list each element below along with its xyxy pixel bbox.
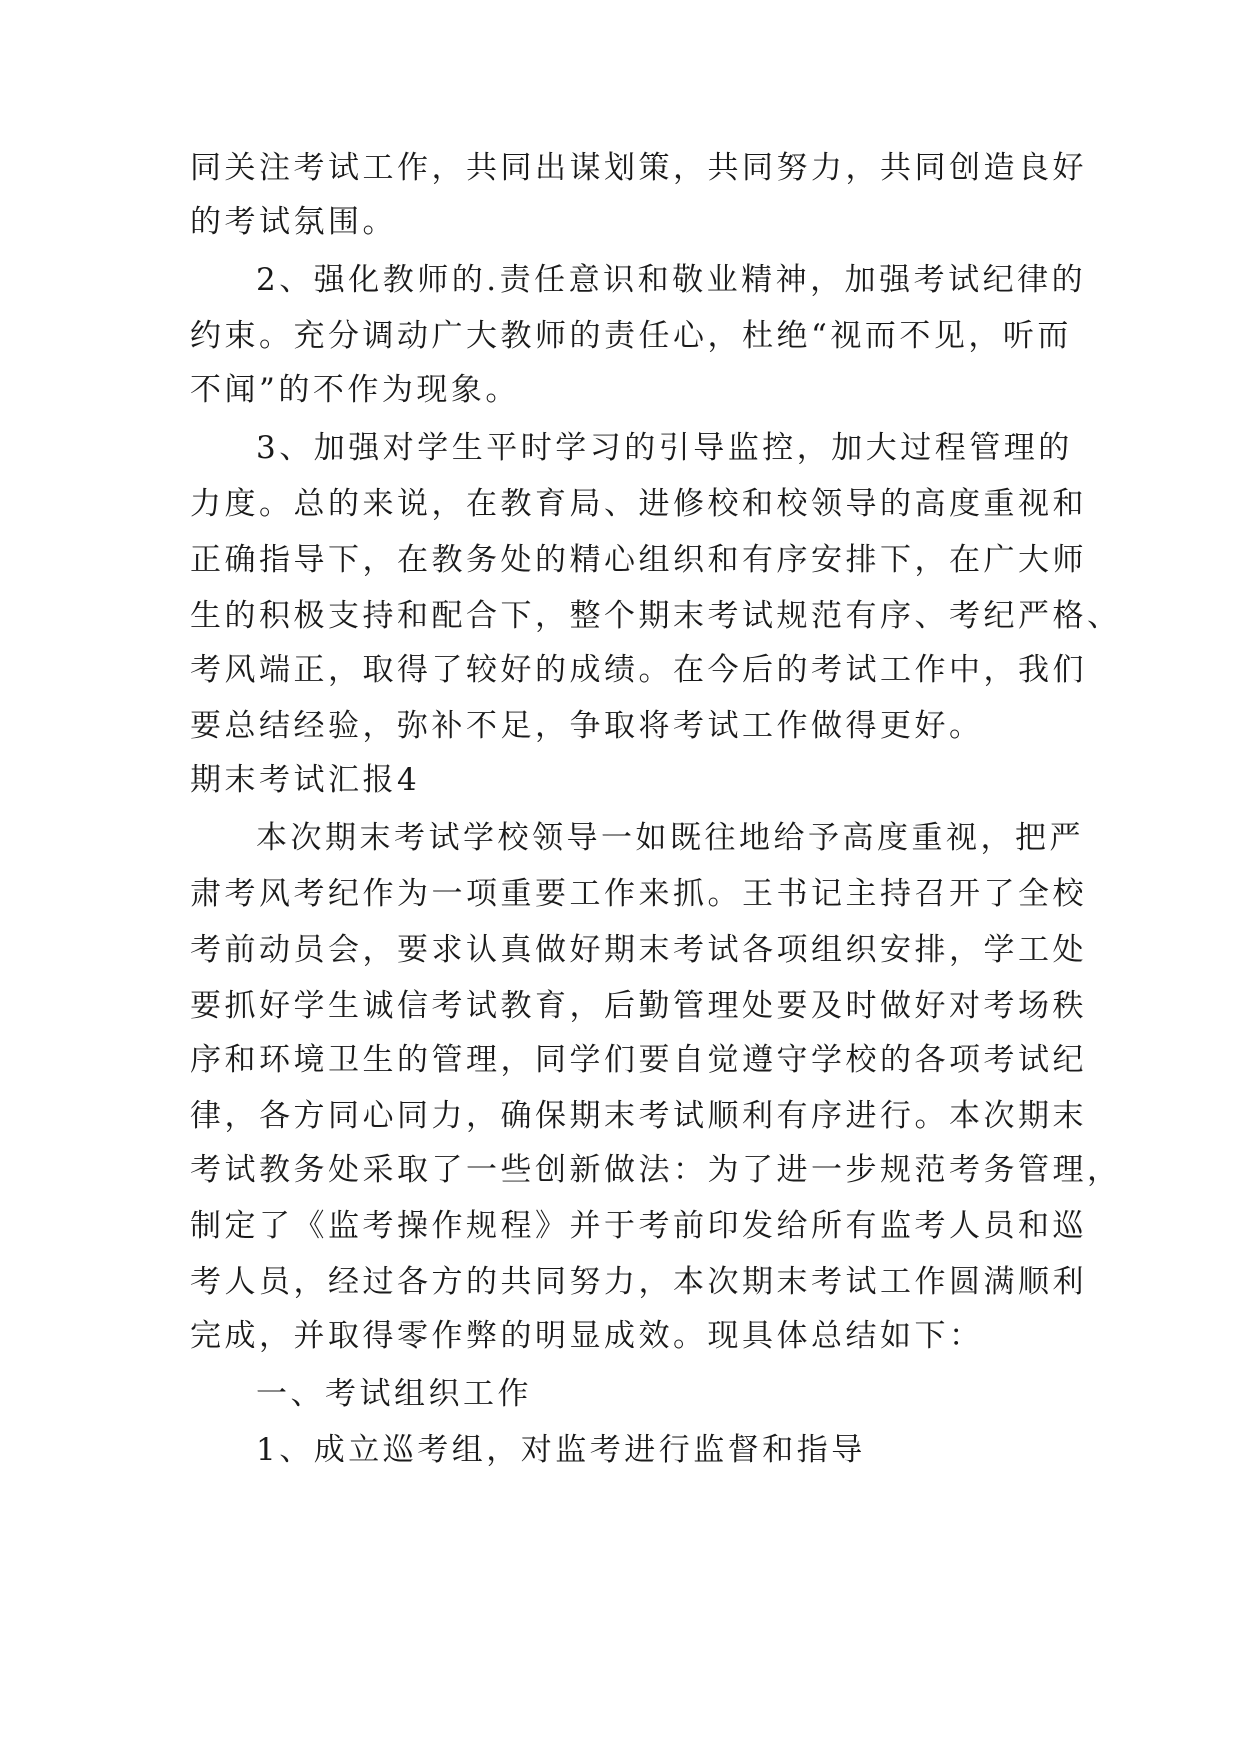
section-heading: 期末考试汇报4 [190, 762, 421, 798]
text-line: 完成，并取得零作弊的明显成效。现具体总结如下： [190, 1318, 984, 1354]
text-line: 考风端正，取得了较好的成绩。在今后的考试工作中，我们 [190, 652, 1087, 688]
text-line: 考前动员会，要求认真做好期末考试各项组织安排，学工处 [190, 932, 1087, 968]
text-line: 制定了《监考操作规程》并于考前印发给所有监考人员和巡 [190, 1208, 1087, 1244]
list-item: 1、成立巡考组，对监考进行监督和指导 [256, 1432, 866, 1468]
text-line: 不闻”的不作为现象。 [190, 372, 520, 408]
subheading: 一、考试组织工作 [256, 1376, 532, 1412]
text-line: 正确指导下，在教务处的精心组织和有序安排下，在广大师 [190, 542, 1087, 578]
text-line: 2、强化教师的.责任意识和敬业精神，加强考试纪律的 [256, 262, 1087, 298]
text-line: 生的积极支持和配合下，整个期末考试规范有序、考纪严格、 [190, 598, 1122, 634]
text-line: 律，各方同心同力，确保期末考试顺利有序进行。本次期末 [190, 1098, 1087, 1134]
text-line: 力度。总的来说，在教育局、进修校和校领导的高度重视和 [190, 486, 1087, 522]
text-line: 要总结经验，弥补不足，争取将考试工作做得更好。 [190, 708, 984, 744]
text-line: 3、加强对学生平时学习的引导监控，加大过程管理的 [256, 430, 1073, 466]
text-line: 考试教务处采取了一些创新做法：为了进一步规范考务管理， [190, 1152, 1122, 1188]
text-line: 肃考风考纪作为一项重要工作来抓。王书记主持召开了全校 [190, 876, 1087, 912]
text-line: 本次期末考试学校领导一如既往地给予高度重视，把严 [256, 820, 1084, 856]
text-line: 考人员，经过各方的共同努力，本次期末考试工作圆满顺利 [190, 1264, 1087, 1300]
text-line: 约束。充分调动广大教师的责任心，杜绝“视而不见，听而 [190, 318, 1072, 354]
text-line: 同关注考试工作，共同出谋划策，共同努力，共同创造良好 [190, 150, 1087, 186]
text-line: 序和环境卫生的管理，同学们要自觉遵守学校的各项考试纪 [190, 1042, 1087, 1078]
text-line: 要抓好学生诚信考试教育，后勤管理处要及时做好对考场秩 [190, 988, 1087, 1024]
text-line: 的考试氛围。 [190, 204, 397, 240]
